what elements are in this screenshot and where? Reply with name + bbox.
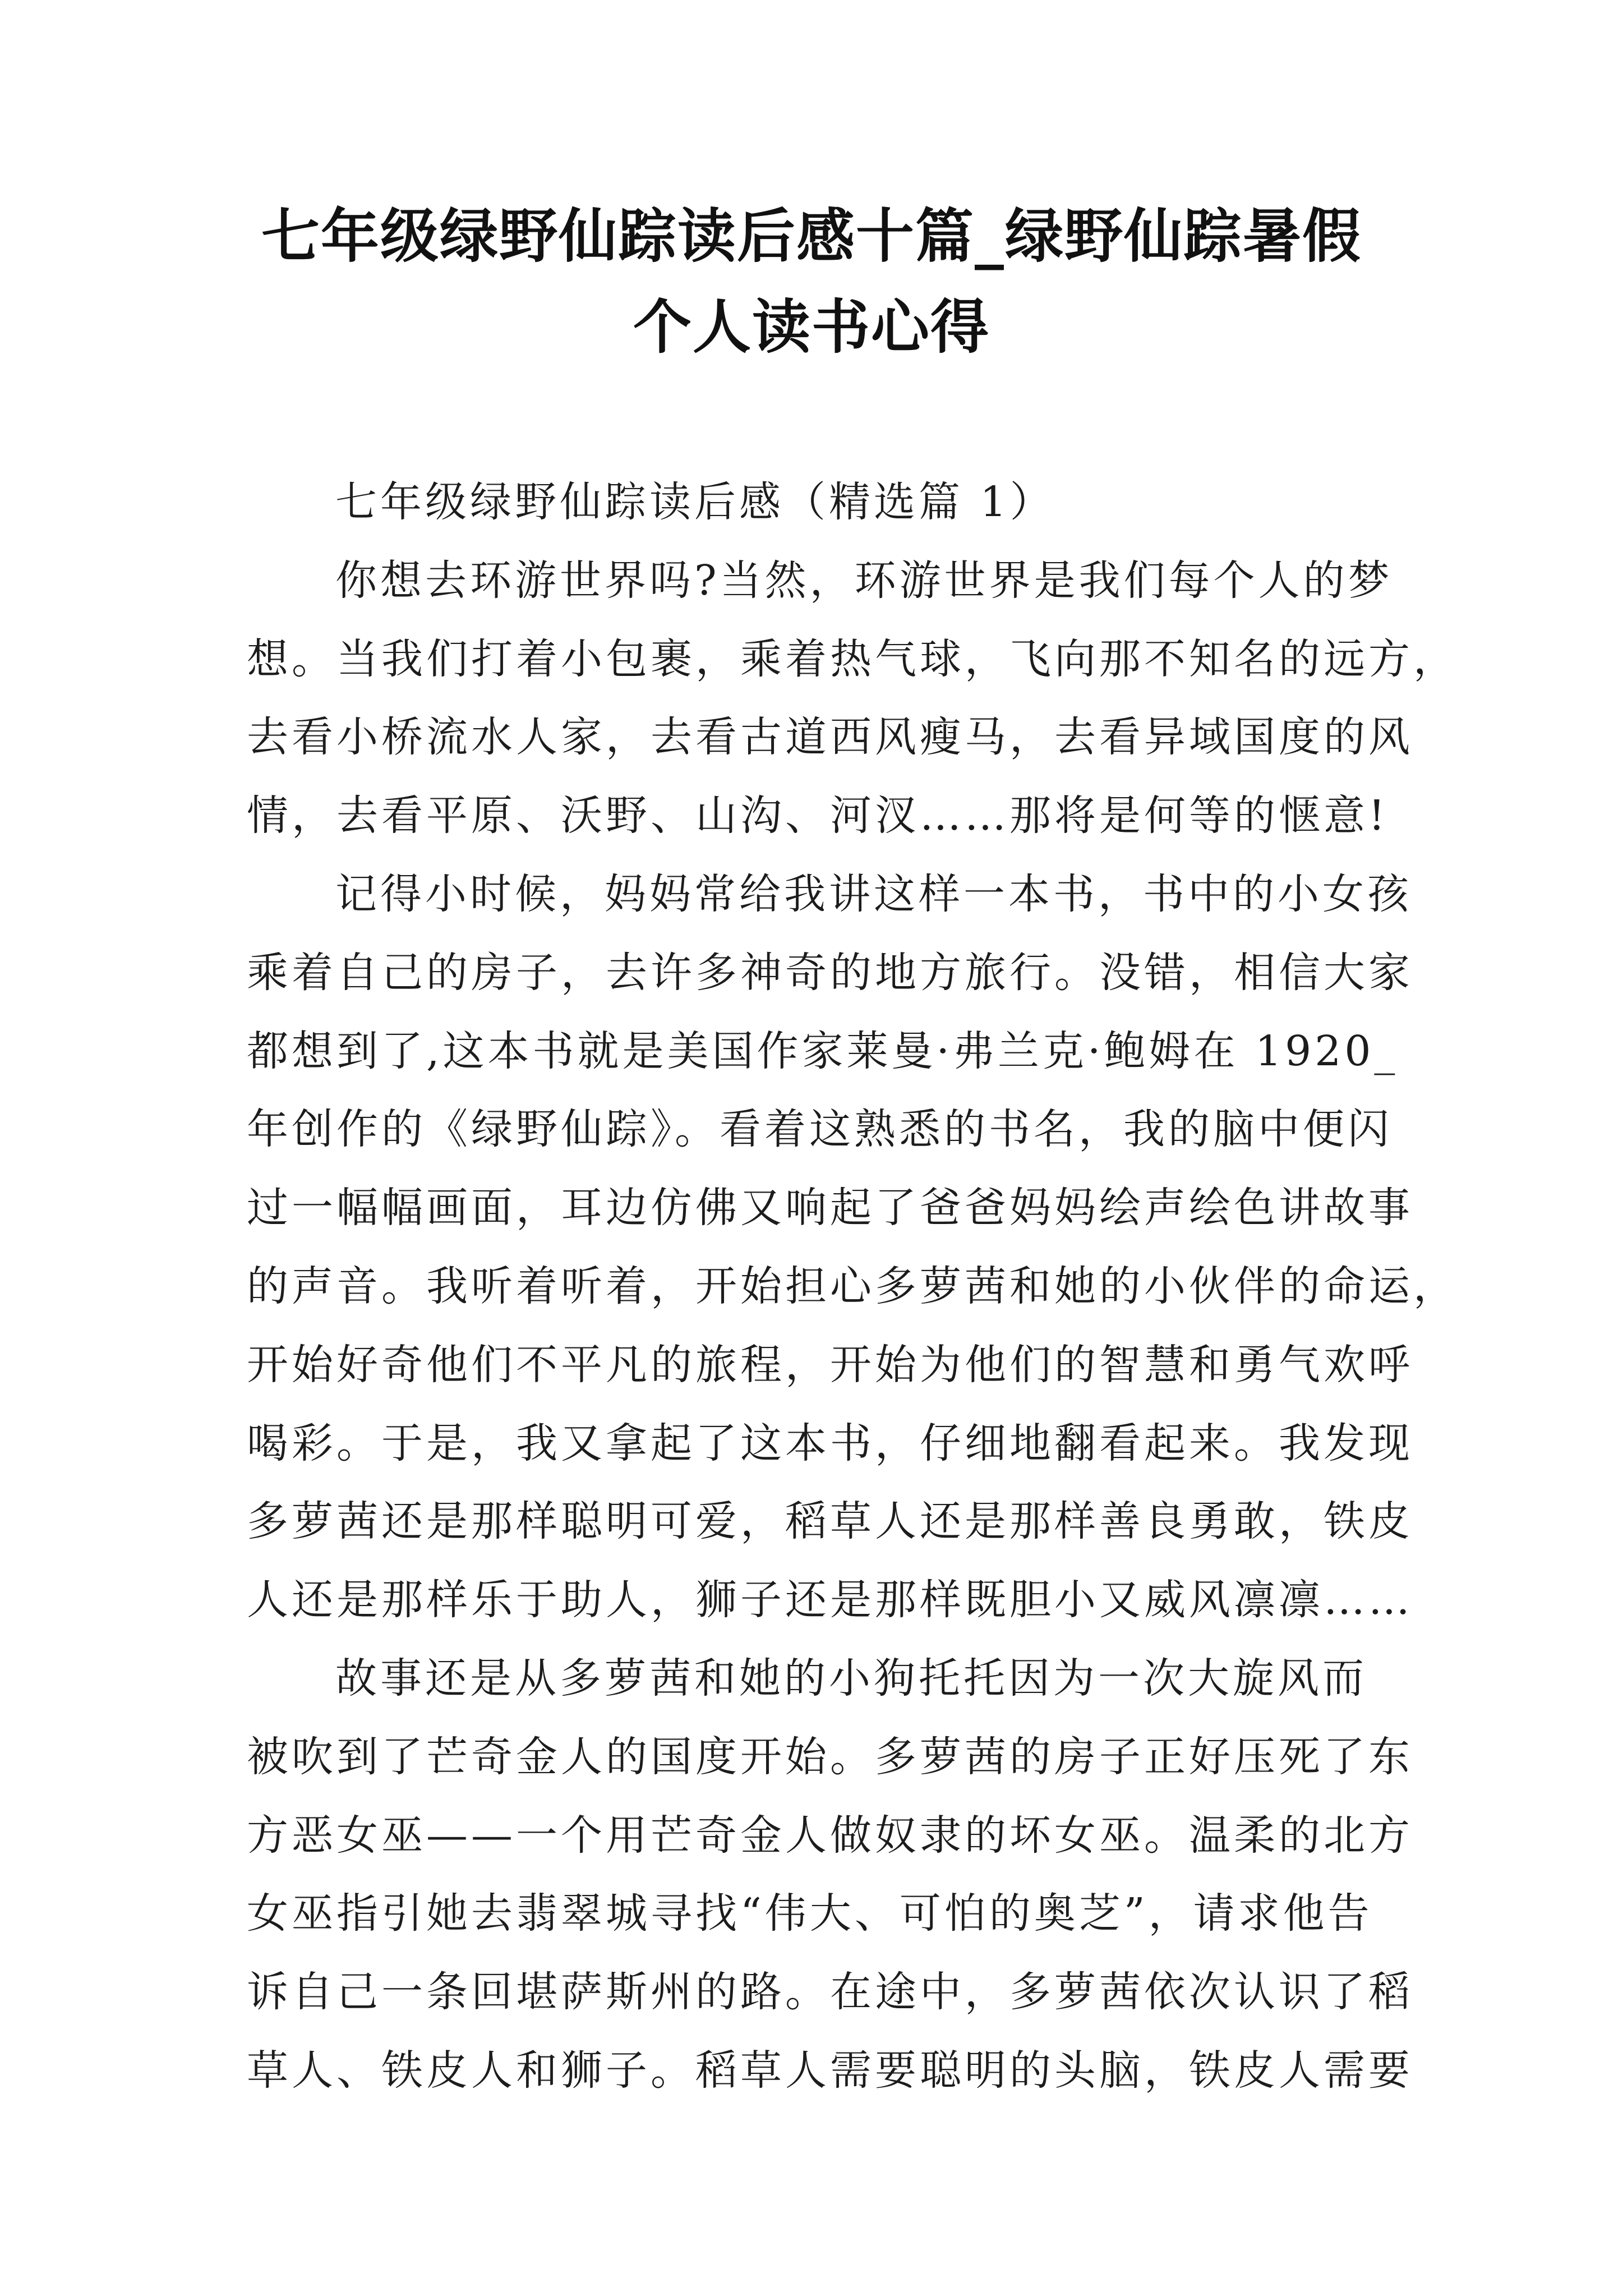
- text-line: 乘着自己的房子，去许多神奇的地方旅行。没错，相信大家: [247, 948, 1413, 997]
- text-line: 情，去看平原、沃野、山沟、河汊……那将是何等的惬意!: [247, 792, 1389, 840]
- text-line: 被吹到了芒奇金人的国度开始。多萝茜的房子正好压死了东: [247, 1732, 1413, 1781]
- text-line: 诉自己一条回堪萨斯州的路。在途中，多萝茜依次认识了稻: [247, 1968, 1413, 2017]
- text-line: 多萝茜还是那样聪明可爱，稻草人还是那样善良勇敢，铁皮: [247, 1497, 1413, 1546]
- text-line: 草人、铁皮人和狮子。稻草人需要聪明的头脑，铁皮人需要: [247, 2046, 1413, 2095]
- document-title: [247, 191, 1376, 372]
- text-line: 过一幅幅画面，耳边仿佛又响起了爸爸妈妈绘声绘色讲故事: [247, 1184, 1413, 1232]
- text-line: 记得小时候，妈妈常给我讲这样一本书，书中的小女孩: [335, 869, 1412, 918]
- document-body: [247, 463, 1458, 2110]
- text-line: 都想到了,这本书就是美国作家莱曼·弗兰克·鲍姆在 1920_: [247, 1027, 1399, 1075]
- text-line: 的声音。我听着听着，开始担心多萝茜和她的小伙伴的命运，: [247, 1262, 1458, 1310]
- text-line: 女巫指引她去翡翠城寻找“伟大、可怕的奥芝”，请求他告: [247, 1889, 1373, 1938]
- text-line: 喝彩。于是，我又拿起了这本书，仔细地翻看起来。我发现: [247, 1419, 1413, 1467]
- text-line: 方恶女巫——一个用芒奇金人做奴隶的坏女巫。温柔的北方: [247, 1811, 1413, 1860]
- text-line: 想。当我们打着小包裹，乘着热气球，飞向那不知名的远方，: [247, 634, 1458, 683]
- text-line: 故事还是从多萝茜和她的小狗托托因为一次大旋风而: [335, 1654, 1367, 1703]
- text-line: 人还是那样乐于助人，狮子还是那样既胆小又威风凛凛……: [247, 1576, 1413, 1625]
- text-line: 去看小桥流水人家，去看古道西风瘦马，去看异域国度的风: [247, 713, 1413, 762]
- title-line-1: 七年级绿野仙踪读后感十篇_绿野仙踪暑假: [261, 202, 1362, 270]
- title-line-2: 个人读书心得: [633, 293, 990, 361]
- text-line: 年创作的《绿野仙踪》。看着这熟悉的书名，我的脑中便闪: [247, 1105, 1393, 1154]
- text-line: 开始好奇他们不平凡的旅程，开始为他们的智慧和勇气欢呼: [247, 1340, 1413, 1389]
- text-line: 你想去环游世界吗?当然，环游世界是我们每个人的梦: [335, 556, 1393, 605]
- section-heading: 七年级绿野仙踪读后感（精选篇 1）: [335, 478, 1055, 526]
